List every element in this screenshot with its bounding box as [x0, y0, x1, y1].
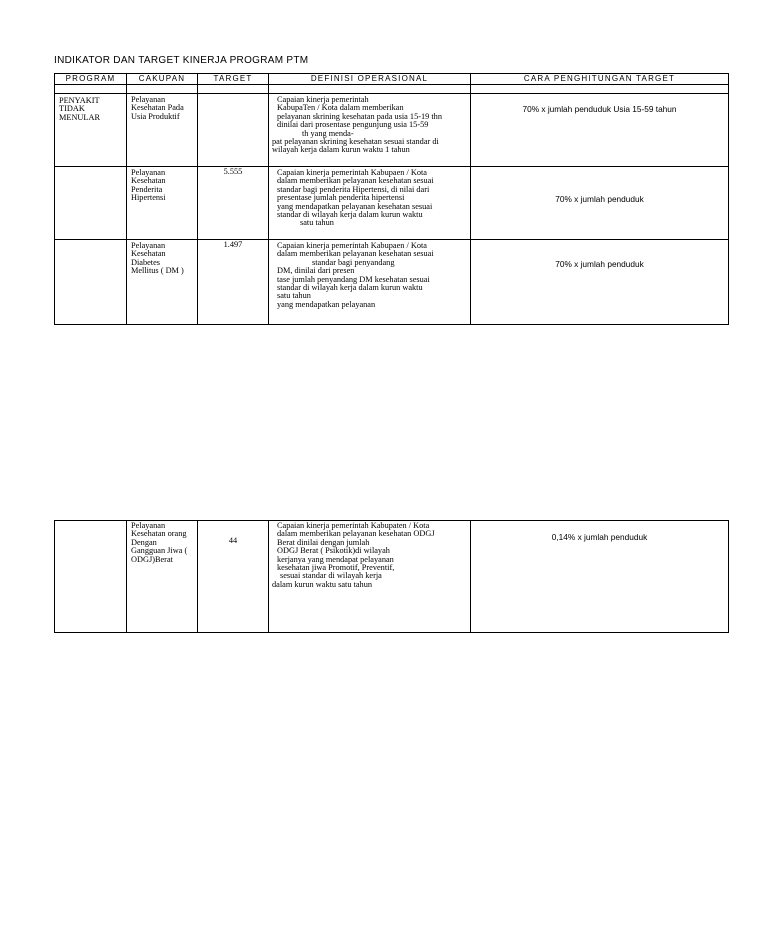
definisi-text: Capaian kinerja pemerintah Kabupaen / Kota — [277, 241, 427, 250]
definisi-text: dinilai dari prosentase pengunjung usia 15-59 — [277, 120, 429, 130]
definisi-text: Berat dinilai dengan jumlah — [277, 537, 370, 547]
cakupan-text: Hipertensi — [131, 193, 166, 203]
spacer-row — [55, 85, 729, 94]
indicator-table — [54, 73, 729, 325]
definisi-text: kesehatan jiwa Promotif, Preventif, — [277, 563, 395, 573]
cakupan-text: Pelayanan — [131, 168, 166, 177]
cara-cell: 70% x jumlah penduduk Usia 15-59 tahun — [471, 94, 729, 167]
cakupan-text: ODGJ)Berat — [131, 554, 173, 564]
cakupan-text: Kesehatan Pada — [131, 103, 184, 113]
cakupan-cell — [127, 521, 198, 633]
program-cell — [55, 521, 127, 633]
indicator-table-continued — [54, 520, 729, 633]
target-cell — [198, 94, 269, 167]
definisi-text: Capaian kinerja pemerintah — [277, 95, 369, 104]
cakupan-text: Mellitus ( DM ) — [131, 266, 184, 276]
definisi-cell — [269, 167, 471, 240]
page-title: INDIKATOR DAN TARGET KINERJA PROGRAM PTM — [54, 55, 309, 66]
definisi-text: satu tahun — [277, 291, 311, 301]
cakupan-text: Dengan — [131, 537, 157, 547]
program-text: TIDAK — [59, 104, 85, 114]
program-text: MENULAR — [59, 112, 101, 122]
cakupan-cell — [127, 240, 198, 325]
target-cell: 44 — [198, 521, 269, 633]
definisi-text: standar di wilayah kerja dalam kurun waktu — [277, 210, 423, 220]
table-row — [55, 167, 729, 240]
definisi-text: dalam memberikan pelayanan kesehatan ODGJ — [277, 529, 435, 539]
definisi-cell — [269, 240, 471, 325]
definisi-text: dalam kurun waktu satu tahun — [272, 579, 373, 589]
definisi-text: tase jumlah penyandang DM kesehatan sesuai — [277, 274, 430, 284]
definisi-text: pat pelayanan skrining kesehatan sesuai standar di — [272, 137, 439, 147]
definisi-cell — [269, 521, 471, 633]
program-cell — [55, 94, 127, 167]
cakupan-text: Usia Produktif — [131, 111, 180, 121]
definisi-text: KabupaTen / Kota dalam memberikan — [277, 103, 404, 113]
header-row — [55, 74, 729, 85]
definisi-text: sesuai standar di wilayah kerja — [280, 571, 382, 581]
definisi-cell — [269, 94, 471, 167]
definisi-text: DM, dinilai dari presen — [277, 266, 355, 276]
definisi-text: standar di wilayah kerja dalam kurun waktu — [277, 283, 423, 293]
header-definisi: DEFINISI OPERASIONAL — [269, 74, 471, 85]
definisi-text: pelayanan skrining kesehatan pada usia 15-19 thn — [277, 111, 442, 121]
table-row — [55, 94, 729, 167]
program-cell — [55, 167, 127, 240]
cakupan-cell — [127, 167, 198, 240]
definisi-text: kerjanya yang mendapat pelayanan — [277, 554, 394, 564]
cakupan-text: Penderita — [131, 184, 163, 194]
cakupan-text: Kesehatan — [131, 176, 166, 186]
cakupan-text: Pelayanan — [131, 95, 166, 104]
header-cakupan: CAKUPAN — [127, 74, 198, 85]
definisi-text: standar bagi penderita Hipertensi, di nilai dari — [277, 184, 430, 194]
definisi-text: presentase jumlah penderita hipertensi — [277, 193, 405, 203]
table-row — [55, 240, 729, 325]
cara-cell: 70% x jumlah penduduk — [471, 167, 729, 240]
definisi-text: wilayah kerja dalam kurun waktu 1 tahun — [272, 145, 410, 155]
cara-cell: 70% x jumlah penduduk — [471, 240, 729, 325]
cakupan-text: Kesehatan — [131, 249, 166, 259]
cakupan-text: Gangguan Jiwa ( — [131, 546, 188, 556]
definisi-text: ODGJ Berat ( Psikotik)di wilayah — [277, 546, 390, 556]
definisi-text: dalam memberikan pelayanan kesehatan sesuai — [277, 249, 434, 259]
definisi-text: standar bagi penyandang — [312, 257, 395, 267]
target-cell: 1.497 — [198, 240, 269, 325]
header-target: TARGET — [198, 74, 269, 85]
header-program: PROGRAM — [55, 74, 127, 85]
definisi-text: Capaian kinerja pemerintah Kabupaen / Kota — [277, 168, 427, 177]
definisi-text: th yang menda- — [302, 128, 354, 138]
definisi-text: yang mendapatkan pelayanan kesehatan sesuai — [277, 201, 433, 211]
program-text: PENYAKIT — [59, 96, 100, 105]
cakupan-text: Pelayanan — [131, 241, 166, 250]
cakupan-text: Pelayanan — [131, 521, 166, 530]
cara-cell: 0,14% x jumlah penduduk — [471, 521, 729, 633]
header-cara: CARA PENGHITUNGAN TARGET — [471, 74, 729, 85]
definisi-text: Capaian kinerja pemerintah Kabupaten / Kota — [277, 521, 430, 530]
target-cell: 5.555 — [198, 167, 269, 240]
definisi-text: yang mendapatkan pelayanan — [277, 299, 376, 309]
program-cell — [55, 240, 127, 325]
definisi-text: dalam memberikan pelayanan kesehatan sesuai — [277, 176, 434, 186]
table-row — [55, 521, 729, 633]
cakupan-text: Kesehatan orang — [131, 529, 187, 539]
cakupan-cell — [127, 94, 198, 167]
definisi-text: satu tahun — [300, 218, 334, 228]
cakupan-text: Diabetes — [131, 257, 161, 267]
